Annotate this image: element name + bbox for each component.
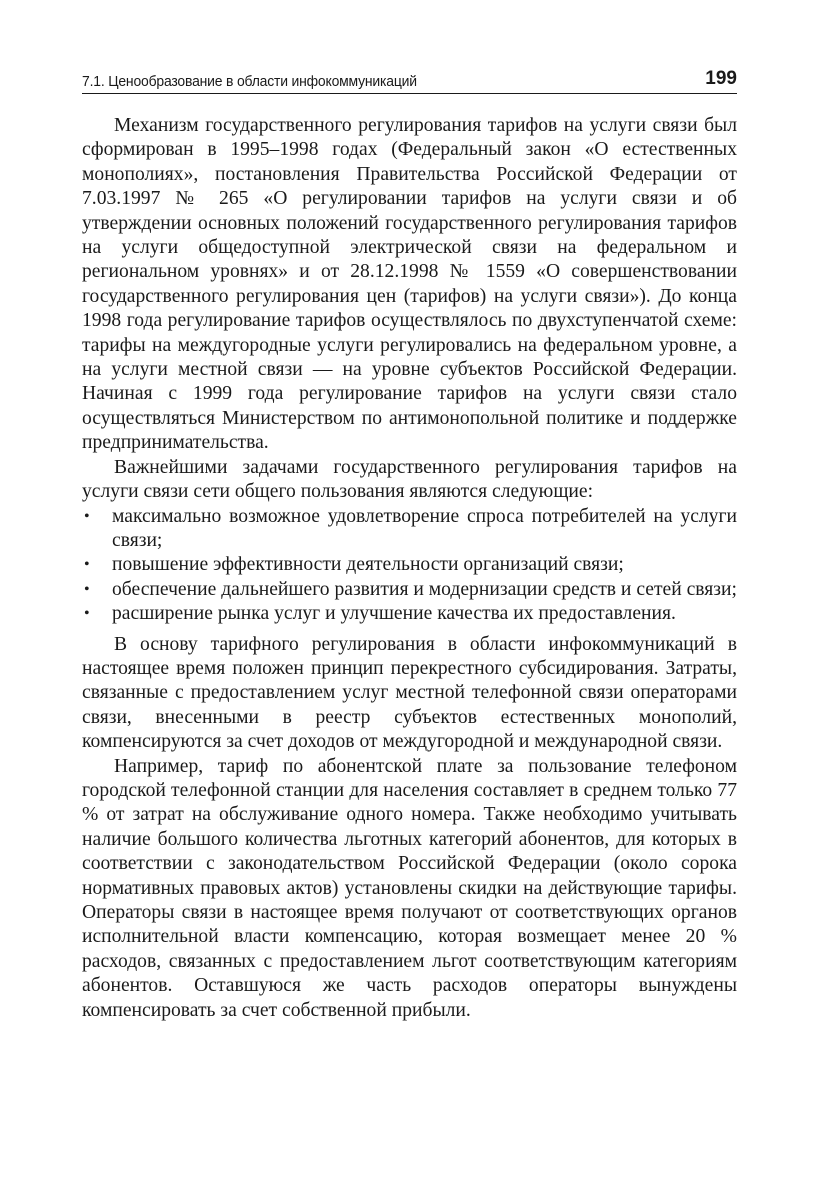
list-item: [82, 578, 737, 602]
list-item: [82, 505, 737, 554]
page-number: 199: [705, 68, 737, 89]
bullet-icon: •: [84, 580, 90, 598]
running-header: [82, 62, 737, 94]
paragraph: Например, тариф по абонентской плате за пользование телефоном городской телефонной станции для населения составляет в среднем только 77 % от затрат на обслуживание одного номера. Также необходимо учитывать наличие большого количества льготных категорий абонентов, для которых в соответствии с законодательством Российской Федерации (около сорока нормативных правовых актов) установлены скидки на действующие тарифы. Операторы связи в настоящее время получают от соответствующих органов исполнительной власти компенсацию, которая возмещает менее 20 % расходов, связанных с предоставлением льгот соответствующим категориям абонентов. Оставшуюся же часть расходов операторы вынуждены компенсировать за счет собственной прибыли.: [82, 755, 737, 1021]
list-item-text: обеспечение дальнейшего развития и модернизации средств и сетей связи;: [112, 578, 737, 600]
paragraph: Важнейшими задачами государственного регулирования тарифов на услуги связи сети общего пользования являются следующие:: [82, 456, 737, 503]
bullet-icon: •: [84, 507, 90, 525]
paragraph: Механизм государственного регулирования тарифов на услуги связи был сформирован в 1995–1998 годах (Федеральный закон «О естественных монополиях», постановления Правительства Российской Федерации от 7.03.1997 № 265 «О регулировании тарифов на услуги связи и об утверждении основных положений государственного регулирования тарифов на услуги общедоступной электрической связи на федеральном и региональном уровнях» и от 28.12.1998 № 1559 «О совершенствовании государственного регулирования цен (тарифов) на услуги связи»). До конца 1998 года регулирование тарифов осуществлялось по двухступенчатой схеме: тарифы на междугородные услуги регулировались на федеральном уровне, а на услуги местной связи — на уровне субъектов Российской Федерации. Начиная с 1999 года регулирование тарифов на услуги связи стало осуществляться Министерством по антимонопольной политике и поддержке предпринимательства.: [82, 115, 737, 454]
body-text: [82, 114, 737, 1023]
bullet-icon: •: [84, 556, 90, 574]
list-item-text: повышение эффективности деятельности организаций связи;: [112, 554, 624, 576]
section-title: 7.1. Ценообразование в области инфокоммуникаций: [82, 73, 417, 90]
list-item: [82, 602, 737, 626]
list-item: [82, 553, 737, 577]
bullet-icon: •: [84, 605, 90, 623]
list-item-text: максимально возможное удовлетворение спроса потребителей на услуги связи;: [112, 505, 737, 551]
list-item-text: расширение рынка услуг и улучшение качества их предоставления.: [112, 603, 676, 625]
paragraph: В основу тарифного регулирования в области инфокоммуникаций в настоящее время положен принцип перекрестного субсидирования. Затраты, связанные с предоставлением услуг местной телефонной связи операторами связи, внесенными в реестр субъектов естественных монополий, компенсируются за счет доходов от междугородной и международной связи.: [82, 633, 737, 753]
bullet-list: [82, 505, 737, 627]
book-page: [82, 62, 737, 1023]
